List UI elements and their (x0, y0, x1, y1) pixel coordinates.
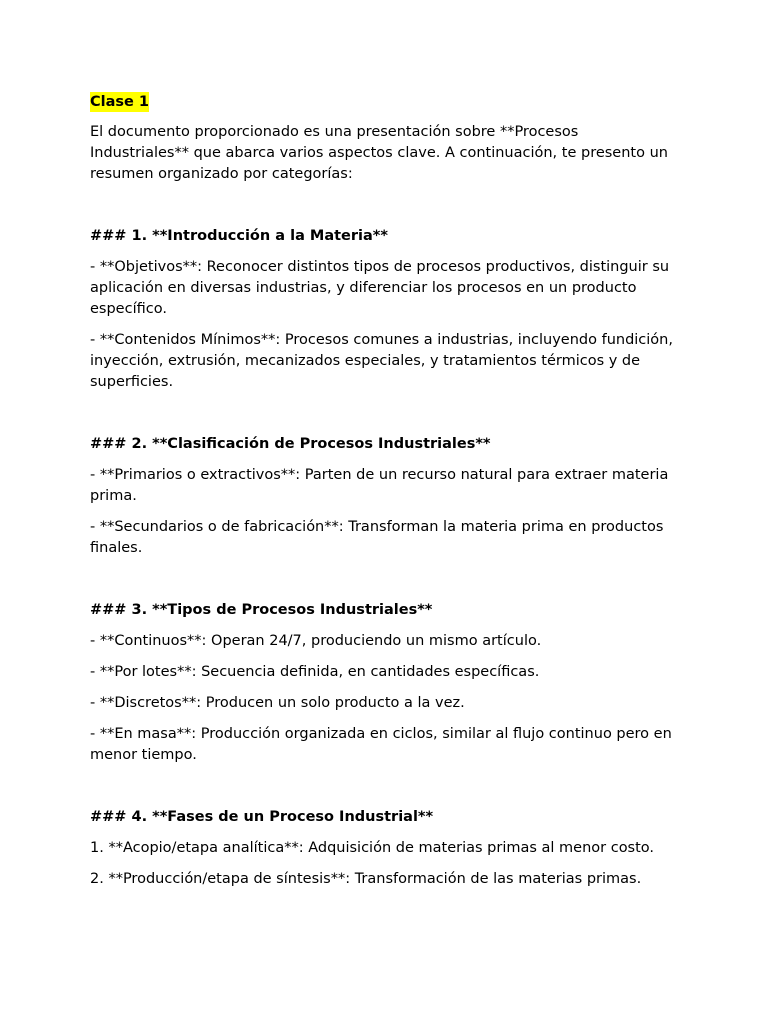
list-item: - **Discretos**: Producen un solo producto a la vez. (90, 695, 465, 711)
document-title: Clase 1 (90, 94, 149, 110)
list-item: - **En masa**: Producción organizada en ciclos, similar al flujo continuo pero en menor tiempo. (90, 726, 672, 763)
list-item: - **Por lotes**: Secuencia definida, en cantidades específicas. (90, 664, 540, 680)
list-item: - **Primarios o extractivos**: Parten de un recurso natural para extraer materia prima. (90, 467, 669, 504)
intro-paragraph: El documento proporcionado es una presentación sobre **Procesos Industriales** que abarca varios aspectos clave. A continuación, te presento un resumen organizado por categorías: (90, 124, 668, 182)
list-item: 2. **Producción/etapa de síntesis**: Transformación de las materias primas. (90, 871, 642, 887)
section-heading-2: ### 2. **Clasificación de Procesos Industriales** (90, 436, 491, 452)
list-item: - **Contenidos Mínimos**: Procesos comunes a industrias, incluyendo fundición, inyección, extrusión, mecanizados especiales, y tratamientos térmicos y de superficies. (90, 332, 673, 390)
list-item: - **Objetivos**: Reconocer distintos tipos de procesos productivos, distinguir su aplicación en diversas industrias, y diferenciar los procesos en un producto específico. (90, 259, 670, 317)
list-item: - **Secundarios o de fabricación**: Transforman la materia prima en productos finales. (90, 519, 664, 556)
list-item: 1. **Acopio/etapa analítica**: Adquisición de materias primas al menor costo. (90, 840, 655, 856)
section-heading-4: ### 4. **Fases de un Proceso Industrial** (90, 809, 434, 825)
list-item: - **Continuos**: Operan 24/7, produciendo un mismo artículo. (90, 633, 542, 649)
section-heading-3: ### 3. **Tipos de Procesos Industriales** (90, 602, 433, 618)
section-heading-1: ### 1. **Introducción a la Materia** (90, 228, 388, 244)
